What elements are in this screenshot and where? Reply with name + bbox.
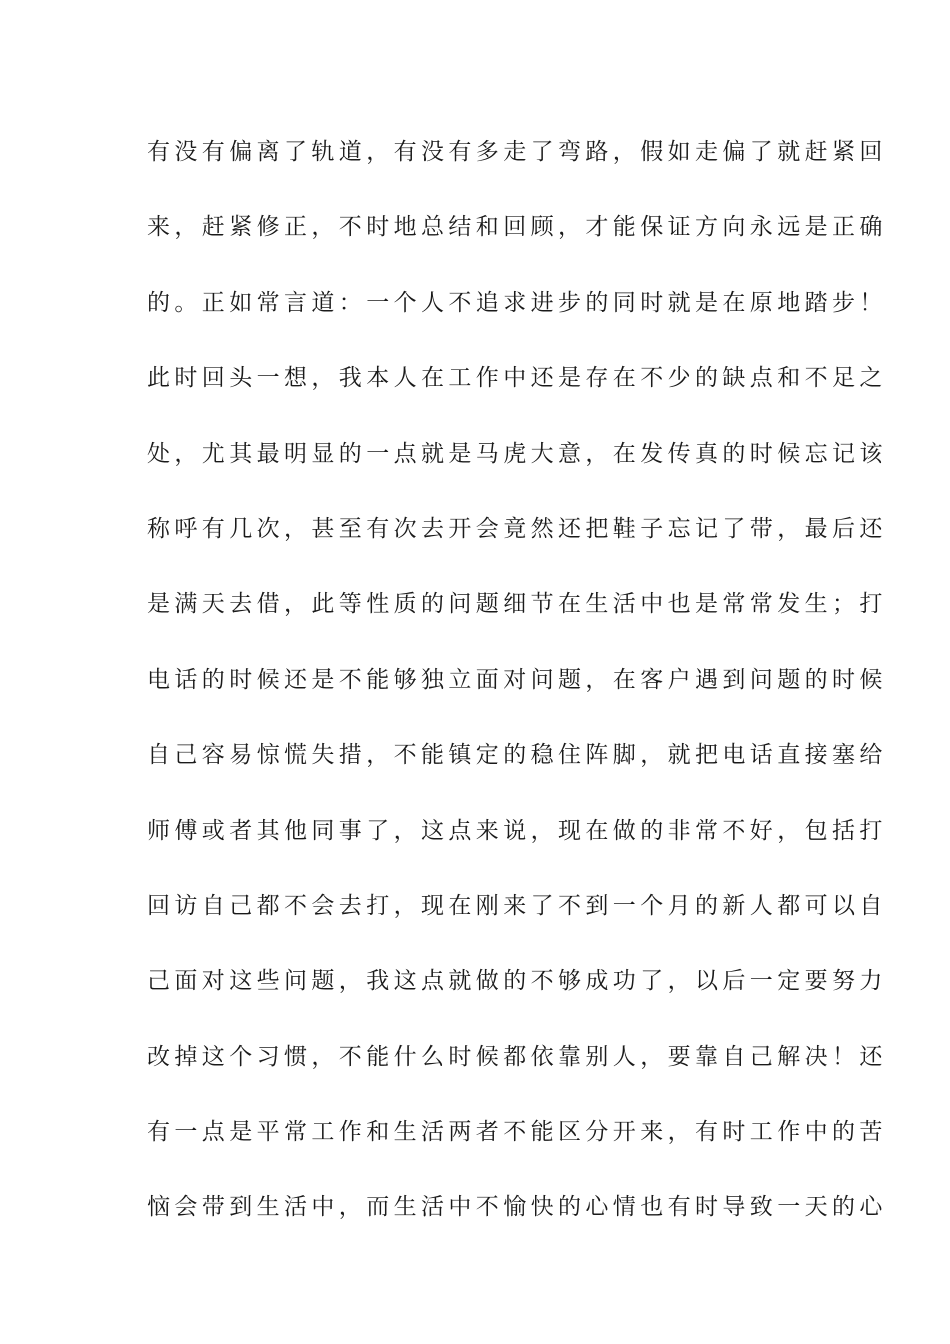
text-line: 恼会带到生活中，而生活中不愉快的心情也有时导致一天的心 [147,1194,887,1221]
text-line: 称呼有几次，甚至有次去开会竟然还把鞋子忘记了带，最后还 [147,515,887,542]
text-line: 自己容易惊慌失措，不能镇定的稳住阵脚，就把电话直接塞给 [147,742,887,769]
text-line: 有没有偏离了轨道，有没有多走了弯路，假如走偏了就赶紧回 [147,139,887,165]
text-line: 回访自己都不会去打，现在刚来了不到一个月的新人都可以自 [147,892,887,919]
text-line: 电话的时候还是不能够独立面对问题，在客户遇到问题的时候 [147,666,887,693]
text-line: 改掉这个习惯，不能什么时候都依靠别人，要靠自己解决！还 [147,1043,887,1070]
text-line: 是满天去借，此等性质的问题细节在生活中也是常常发生；打 [147,591,887,618]
text-line: 处，尤其最明显的一点就是马虎大意，在发传真的时候忘记该 [147,440,887,467]
text-line: 的。正如常言道：一个人不追求进步的同时就是在原地踏步！ [147,289,887,316]
document-body [147,128,887,1259]
text-line: 来，赶紧修正，不时地总结和回顾，才能保证方向永远是正确 [147,214,887,241]
text-line: 师傅或者其他同事了，这点来说，现在做的非常不好，包括打 [147,817,887,844]
text-line: 己面对这些问题，我这点就做的不够成功了，以后一定要努力 [147,968,887,995]
text-line: 有一点是平常工作和生活两者不能区分开来，有时工作中的苦 [147,1119,887,1146]
text-line: 此时回头一想，我本人在工作中还是存在不少的缺点和不足之 [147,365,887,392]
